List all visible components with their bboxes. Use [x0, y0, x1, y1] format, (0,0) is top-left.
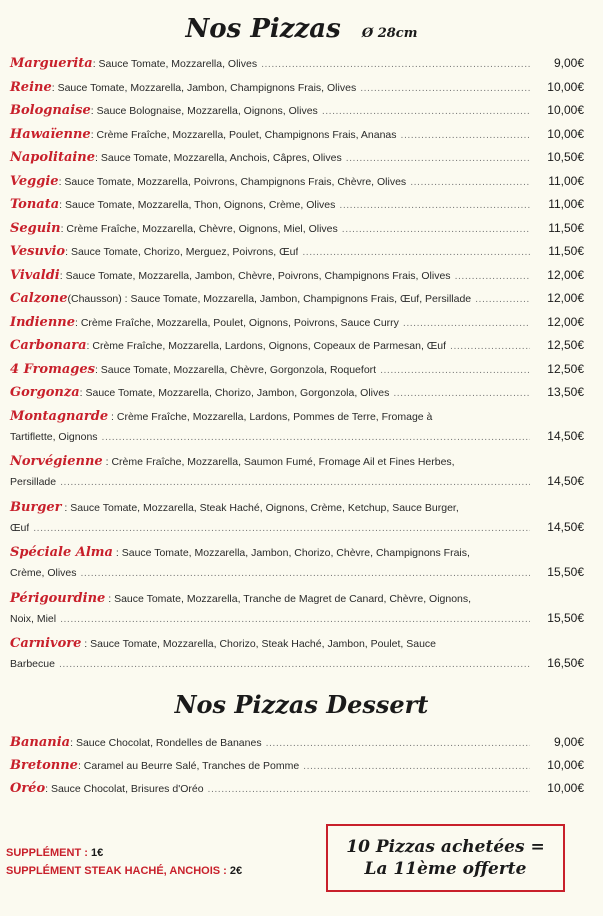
menu-item-line — [10, 339, 584, 353]
menu-item-price: 15,50€ — [547, 610, 584, 625]
menu-item-name: Vesuvio — [10, 244, 66, 259]
menu-item-description: : Sauce Tomate, Mozzarella, Jambon, Champignons Frais, Olives — [51, 81, 357, 94]
menu-item-price: 16,50€ — [547, 656, 584, 670]
menu-item-line — [10, 657, 584, 671]
menu-item-price: 12,00€ — [547, 267, 584, 282]
menu-item-line — [10, 175, 584, 189]
menu-item-description-cont: Tartiflette, Oignons — [10, 430, 98, 443]
menu-item — [10, 782, 584, 805]
menu-item-line — [10, 245, 584, 259]
leader-dots — [475, 293, 530, 306]
leader-dots — [102, 431, 530, 444]
menu-item-description: : Sauce Tomate, Mozzarella, Olives — [92, 58, 258, 70]
leader-dots — [455, 270, 530, 283]
menu-item-line — [10, 222, 584, 236]
pizza-size-label: Ø 28cm — [361, 26, 418, 41]
menu-item-description-cont: Barbecue — [10, 658, 55, 670]
promo-line-1: 10 Pizzas achetées = — [346, 837, 545, 857]
supplements — [6, 844, 242, 880]
menu-item-name: Seguin — [10, 220, 61, 236]
menu-item-line — [10, 521, 584, 535]
menu-item — [10, 736, 584, 759]
menu-item-line — [10, 386, 584, 400]
menu-item-description: : Crème Fraîche, Mozzarella, Poulet, Oignons, Poivrons, Sauce Curry — [75, 316, 399, 329]
menu-item-description: : Crème Fraîche, Mozzarella, Poulet, Champignons Frais, Ananas — [90, 128, 397, 141]
leader-dots — [401, 129, 530, 142]
menu-title-text: Nos Pizzas — [185, 14, 341, 44]
menu-item-name: Reine — [10, 79, 52, 95]
supplement-price: 1€ — [90, 847, 104, 859]
menu-item-line — [10, 475, 584, 489]
leader-dots — [380, 364, 530, 377]
menu-item — [10, 81, 584, 105]
menu-item — [10, 316, 584, 340]
menu-item-description: : Sauce Tomate, Mozzarella, Chèvre, Gorgonzola, Roquefort — [94, 363, 377, 376]
menu-item-line — [10, 430, 584, 444]
menu-item-price: 9,00€ — [553, 56, 584, 70]
menu-item-description: : Caramel au Beurre Salé, Tranches de Pomme — [77, 760, 300, 772]
menu-item-description: : Sauce Tomate, Mozzarella, Jambon, Chorizo, Chèvre, Champignons Frais, — [112, 547, 470, 559]
menu-item-line — [10, 81, 584, 95]
menu-item — [10, 175, 584, 199]
menu-item-line — [10, 269, 584, 283]
menu-item-line — [10, 292, 584, 306]
menu-item-name: Veggie — [10, 173, 59, 189]
leader-dots — [261, 58, 530, 71]
menu-item-line — [10, 198, 584, 212]
menu-item-price: 12,00€ — [547, 291, 584, 305]
menu-item-price: 11,50€ — [548, 220, 584, 235]
menu-item — [10, 269, 584, 293]
menu-item-price: 12,50€ — [547, 338, 584, 352]
menu-item-price: 12,00€ — [547, 314, 584, 329]
menu-item — [10, 198, 584, 222]
menu-item-description-cont: Crème, Olives — [10, 567, 77, 579]
menu-item-price: 10,00€ — [547, 79, 584, 94]
supplement-row — [6, 844, 242, 862]
menu-item-price: 15,50€ — [547, 565, 584, 579]
leader-dots — [303, 760, 530, 773]
menu-item-description: : Sauce Tomate, Mozzarella, Tranche de Magret de Canard, Chèvre, Oignons, — [105, 592, 472, 605]
menu-item — [10, 292, 584, 316]
menu-item-price: 10,50€ — [547, 150, 584, 164]
menu-item-line — [10, 501, 584, 515]
leader-dots — [33, 522, 530, 535]
supplement-label: SUPPLÉMENT STEAK HACHÉ, ANCHOIS : — [6, 865, 230, 877]
menu-item-price: 13,50€ — [547, 385, 584, 399]
menu-item-line — [10, 612, 584, 626]
leader-dots — [81, 567, 530, 580]
promo-box — [326, 824, 565, 892]
menu-item — [10, 245, 584, 269]
menu-item — [10, 410, 584, 456]
menu-item-price: 14,50€ — [547, 519, 584, 534]
menu-item-price: 14,50€ — [547, 474, 584, 488]
menu-item — [10, 455, 584, 501]
menu-item-line — [10, 316, 584, 330]
menu-item — [10, 151, 584, 175]
menu-item-line — [10, 363, 584, 377]
menu-item-name: Napolitaine — [10, 150, 96, 165]
menu-item — [10, 104, 584, 128]
menu-item-name: Bretonne — [10, 758, 78, 773]
menu-item — [10, 339, 584, 363]
pizza-list — [10, 57, 584, 683]
menu-item-line — [10, 566, 584, 580]
menu-item-price: 11,00€ — [548, 173, 584, 188]
menu-item-name: Tonata — [10, 197, 60, 212]
menu-item-price: 9,00€ — [553, 735, 584, 749]
menu-item-description: : Sauce Tomate, Mozzarella, Chorizo, Jambon, Gorgonzola, Olives — [79, 387, 390, 399]
menu-item-price: 11,50€ — [548, 244, 584, 258]
menu-item-name: Burger — [10, 499, 62, 515]
menu-item-description: : Sauce Tomate, Chorizo, Merguez, Poivrons, Œuf — [65, 246, 299, 258]
menu-item-price: 11,00€ — [548, 197, 584, 211]
supplement-row — [6, 862, 242, 880]
dessert-title: Nos Pizzas Dessert — [174, 690, 429, 719]
leader-dots — [342, 223, 530, 236]
menu-item-description: : Crème Fraîche, Mozzarella, Lardons, Pommes de Terre, Fromage à — [108, 410, 433, 423]
leader-dots — [450, 340, 530, 353]
menu-item — [10, 386, 584, 410]
leader-dots — [266, 737, 530, 750]
menu-item-line — [10, 455, 584, 469]
menu-item-name: Gorgonza — [10, 385, 80, 400]
menu-item-name: Spéciale Alma — [10, 545, 113, 560]
leader-dots — [60, 613, 530, 626]
supplement-label: SUPPLÉMENT : — [6, 847, 91, 859]
menu-item-name: Bolognaise — [10, 103, 91, 118]
menu-item-name: Périgourdine — [10, 590, 106, 606]
leader-dots — [346, 152, 530, 165]
leader-dots — [360, 82, 530, 95]
menu-item — [10, 592, 584, 638]
menu-item-line — [10, 637, 584, 651]
menu-item — [10, 546, 584, 592]
menu-item-name: 4 Fromages — [10, 361, 95, 377]
menu-item-name: Oréo — [10, 781, 46, 796]
menu-item-line — [10, 104, 584, 118]
menu-item — [10, 128, 584, 152]
menu-item-description: : Crème Fraîche, Mozzarella, Lardons, Oignons, Copeaux de Parmesan, Œuf — [86, 340, 447, 352]
menu-item-name: Hawaïenne — [10, 126, 91, 142]
menu-item-price: 10,00€ — [547, 126, 584, 141]
menu-item-description: : Sauce Chocolat, Brisures d'Oréo — [45, 783, 204, 795]
leader-dots — [322, 105, 530, 118]
menu-item-price: 10,00€ — [547, 758, 584, 772]
leader-dots — [403, 317, 530, 330]
menu-item-description: : Sauce Chocolat, Rondelles de Bananes — [70, 737, 262, 749]
menu-item — [10, 501, 584, 547]
menu-item-name: Marguerita — [10, 56, 93, 71]
menu-item-name: Vivaldi — [10, 267, 60, 283]
menu-item-description: : Sauce Tomate, Mozzarella, Anchois, Câpres, Olives — [95, 152, 342, 164]
menu-item-name: Banania — [10, 735, 71, 750]
menu-item-description: : Sauce Tomate, Mozzarella, Chorizo, Steak Haché, Jambon, Poulet, Sauce — [81, 638, 437, 650]
menu-item-price: 12,50€ — [547, 361, 584, 376]
menu-item-line — [10, 546, 584, 560]
leader-dots — [393, 387, 530, 400]
menu-item — [10, 759, 584, 782]
menu-item-description: : Sauce Bolognaise, Mozzarella, Oignons, Olives — [90, 105, 318, 117]
menu-item-line — [10, 592, 584, 606]
leader-dots — [339, 199, 530, 212]
menu-item-price: 10,00€ — [547, 781, 584, 795]
menu-item-line — [10, 57, 584, 71]
supplement-price: 2€ — [229, 865, 243, 877]
menu-item-line — [10, 151, 584, 165]
menu-item-description: : Crème Fraîche, Mozzarella, Chèvre, Oignons, Miel, Olives — [60, 222, 338, 235]
menu-item — [10, 222, 584, 246]
leader-dots — [302, 246, 530, 259]
menu-item-line — [10, 782, 584, 796]
leader-dots — [59, 658, 530, 671]
menu-item-line — [10, 759, 584, 773]
menu-item-name: Carbonara — [10, 338, 87, 353]
menu-item-name: Montagnarde — [10, 408, 109, 424]
menu-item — [10, 363, 584, 387]
menu-item-description: : Sauce Tomate, Mozzarella, Poivrons, Champignons Frais, Chèvre, Olives — [58, 175, 407, 188]
menu-item-description: : Sauce Tomate, Mozzarella, Thon, Oignons, Crème, Olives — [59, 199, 336, 211]
menu-item-line — [10, 736, 584, 750]
menu-item-description: : Crème Fraîche, Mozzarella, Saumon Fumé, Fromage Ail et Fines Herbes, — [102, 456, 455, 468]
menu-title — [0, 14, 603, 44]
menu-item-description: : Sauce Tomate, Mozzarella, Jambon, Chèvre, Poivrons, Champignons Frais, Olives — [59, 269, 451, 282]
menu-item-name: Norvégienne — [10, 454, 103, 469]
menu-item-name: Carnivore — [10, 636, 82, 651]
leader-dots — [60, 476, 530, 489]
menu-item-description-cont: Noix, Miel — [10, 612, 57, 625]
menu-item-description: (Chausson) : Sauce Tomate, Mozzarella, Jambon, Champignons Frais, Œuf, Persillade — [67, 293, 472, 305]
menu-item-line — [10, 410, 584, 424]
menu-item-description-cont: Œuf — [10, 521, 30, 534]
leader-dots — [410, 176, 530, 189]
dessert-list — [10, 736, 584, 805]
menu-item-name: Calzone — [10, 291, 68, 306]
menu-item — [10, 637, 584, 683]
menu-item-price: 14,50€ — [547, 428, 584, 443]
menu-item-name: Indienne — [10, 314, 76, 330]
leader-dots — [208, 783, 530, 796]
menu-item-line — [10, 128, 584, 142]
menu-item-description-cont: Persillade — [10, 476, 57, 488]
menu-item-description: : Sauce Tomate, Mozzarella, Steak Haché, Oignons, Crème, Ketchup, Sauce Burger, — [61, 501, 459, 514]
menu-item-price: 10,00€ — [547, 103, 584, 117]
menu-item — [10, 57, 584, 81]
promo-line-2: La 11ème offerte — [364, 859, 527, 879]
